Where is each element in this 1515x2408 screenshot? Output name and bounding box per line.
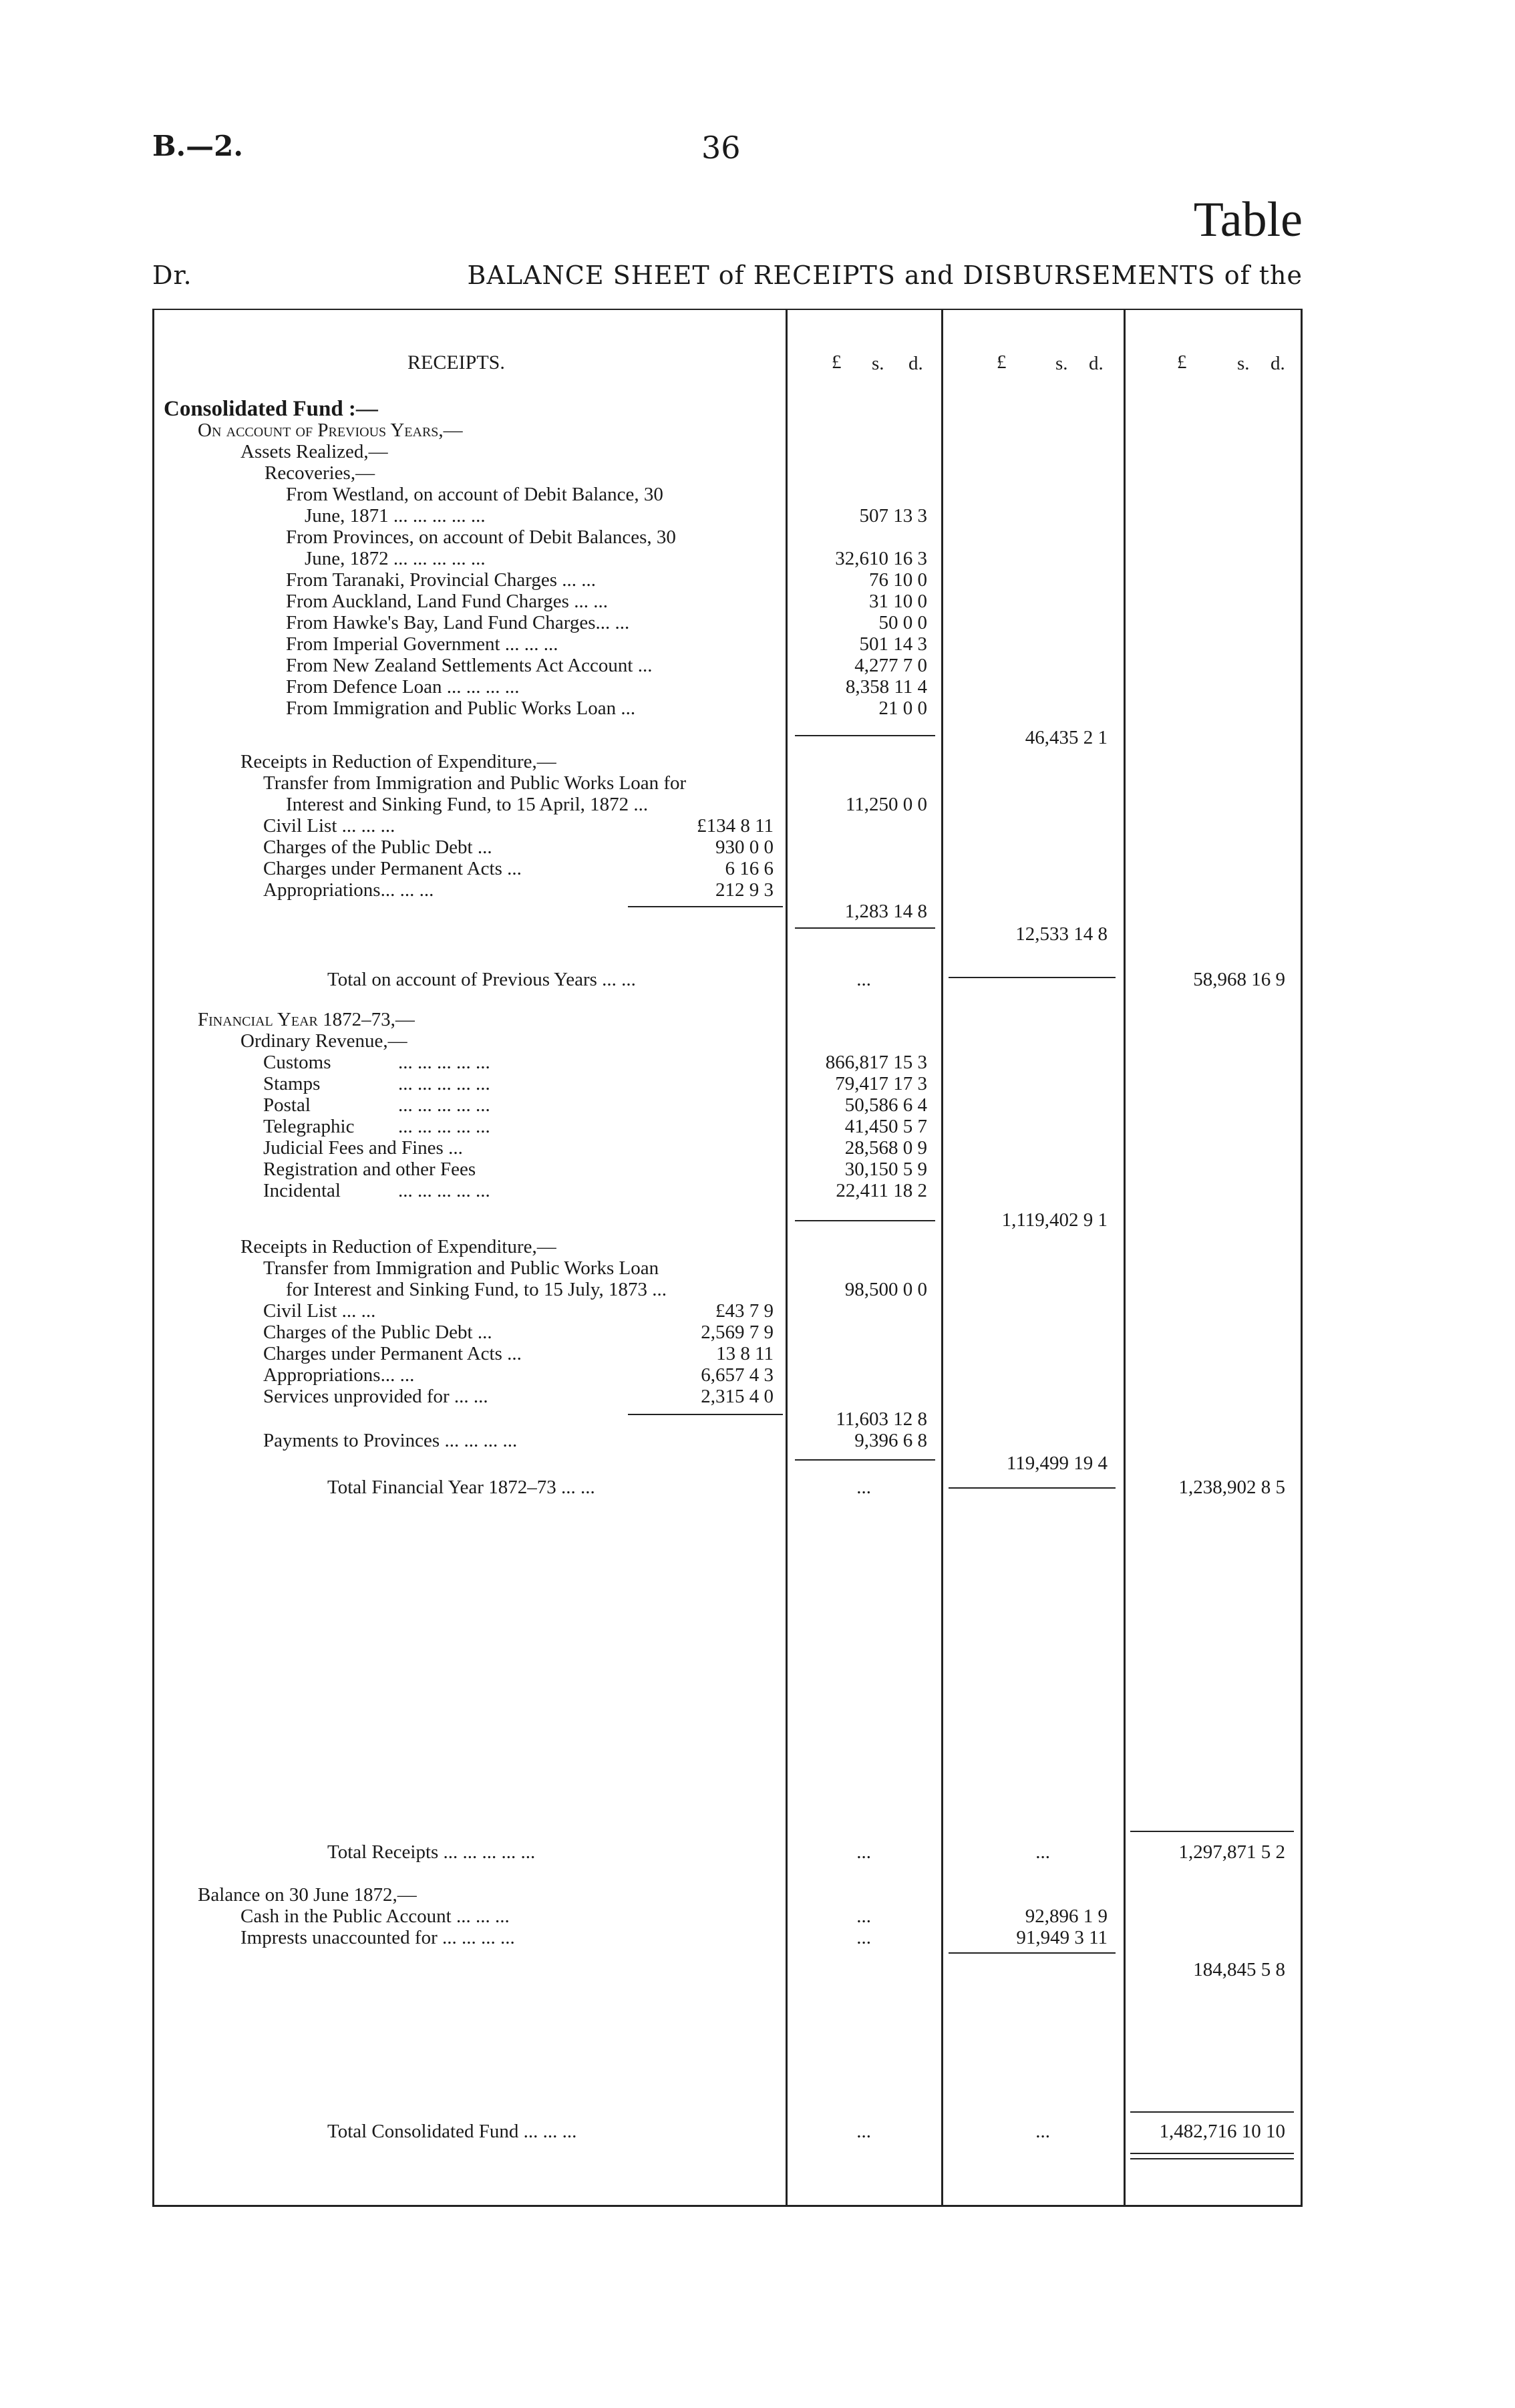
prev-col2-rule (949, 977, 1116, 978)
fy-heading: Financial Year 1872–73,— (198, 1009, 415, 1030)
table-right-rule (1301, 309, 1303, 2206)
recovery-value: 4,277 7 0 (854, 655, 927, 676)
recovery-label: From Imperial Government ... ... ... (286, 633, 558, 655)
imprests-label: Imprests unaccounted for ... ... ... ... (240, 1927, 515, 1948)
fund-total-c2: ... (1035, 2121, 1050, 2142)
col1-d: d. (908, 353, 923, 374)
col2-d: d. (1089, 353, 1104, 374)
recovery-label: From Westland, on account of Debit Balance, 30 (286, 484, 663, 505)
leader-dots: ... ... ... ... ... (398, 1116, 490, 1137)
recoveries-sum-rule (795, 735, 935, 736)
total-receipts-label: Total Receipts ... ... ... ... ... (327, 1841, 536, 1863)
leader-dots: ... ... ... ... ... (398, 1094, 490, 1116)
leader-dots: ... ... ... ... ... (398, 1052, 490, 1073)
ordinary-item: Registration and other Fees (263, 1159, 476, 1180)
rre-prev-item: Appropriations... ... ... (263, 879, 434, 901)
col1-rule (786, 309, 788, 2206)
recovery-label: From New Zealand Settlements Act Account ... (286, 655, 653, 676)
ordinary-item: Postal (263, 1094, 311, 1116)
col1-pound: £ (832, 351, 842, 373)
recovery-label: From Auckland, Land Fund Charges ... ... (286, 591, 608, 612)
rre-prev-transfer: Transfer from Immigration and Public Works Loan for (263, 772, 687, 794)
ordinary-item: Telegraphic (263, 1116, 355, 1137)
cash-c1: ... (856, 1906, 871, 1927)
fund-total-value: 1,482,716 10 10 (1159, 2121, 1285, 2142)
recovery-label: From Immigration and Public Works Loan ... (286, 698, 636, 719)
fy-col1-rule (795, 1459, 935, 1461)
recoveries-total: 46,435 2 1 (1025, 727, 1108, 748)
rre-prev-item: Civil List ... ... ... (263, 815, 395, 837)
ordinary-value: 79,417 17 3 (835, 1073, 927, 1094)
rre-fy-sub-rule (628, 1414, 783, 1415)
rre-prev-heading: Receipts in Reduction of Expenditure,— (240, 751, 556, 772)
fund-total-c1: ... (856, 2121, 871, 2142)
rre-prev-item: Charges under Permanent Acts ... (263, 858, 522, 879)
ordinary-value: 22,411 18 2 (836, 1180, 927, 1201)
rre-fy-item: Charges under Permanent Acts ... (263, 1343, 522, 1364)
rre-fy-item-value: 2,569 7 9 (701, 1322, 774, 1343)
ordinary-total: 1,119,402 9 1 (1001, 1209, 1108, 1231)
rre-prev-sub-rule (628, 906, 783, 907)
total-receipts-c2: ... (1035, 1841, 1050, 1863)
recoveries-heading: Recoveries,— (265, 462, 375, 484)
rre-prev-transfer-cont: Interest and Sinking Fund, to 15 April, 1872 ... (286, 794, 649, 815)
payments-label: Payments to Provinces ... ... ... ... (263, 1430, 518, 1451)
balance-total: 184,845 5 8 (1193, 1959, 1285, 1980)
payments-value: 9,396 6 8 (854, 1430, 927, 1451)
col3-s: s. (1237, 353, 1250, 374)
rre-prev-item-value: 6 16 6 (725, 858, 774, 879)
imprests-value: 91,949 3 11 (1016, 1927, 1108, 1948)
cash-label: Cash in the Public Account ... ... ... (240, 1906, 510, 1927)
ordinary-value: 28,568 0 9 (844, 1137, 927, 1159)
fund-heading: Consolidated Fund :— (164, 397, 378, 421)
prev-total-value: 58,968 16 9 (1193, 969, 1285, 990)
table-top-rule (152, 309, 1303, 310)
rre-fy-item: Services unprovided for ... ... (263, 1386, 488, 1407)
rre-prev-total: 12,533 14 8 (1015, 923, 1108, 945)
prev-col1-rule (795, 927, 935, 929)
total-receipts-c1: ... (856, 1841, 871, 1863)
ordinary-item: Judicial Fees and Fines ... (263, 1137, 463, 1159)
rre-prev-subtotal: 1,283 14 8 (844, 901, 927, 922)
page-ref: B.—2. (152, 130, 243, 162)
recovery-value: 8,358 11 4 (845, 676, 927, 698)
fund-double-rule-1 (1130, 2153, 1294, 2154)
ordinary-value: 866,817 15 3 (825, 1052, 927, 1073)
rre-fy-transfer: Transfer from Immigration and Public Works Loan (263, 1257, 659, 1279)
ordinary-value: 30,150 5 9 (844, 1159, 927, 1180)
page-title: BALANCE SHEET of RECEIPTS and DISBURSEMENTS of the (467, 261, 1303, 290)
recovery-label: From Taranaki, Provincial Charges ... ... (286, 569, 597, 591)
rre-fy-item: Civil List ... ... (263, 1300, 376, 1322)
dr-label: Dr. (152, 261, 192, 290)
fy-total-c1: ... (856, 1477, 871, 1498)
rre-fy-item-value: 13 8 11 (716, 1343, 774, 1364)
total-receipts-value: 1,297,871 5 2 (1178, 1841, 1285, 1863)
col3-d: d. (1271, 353, 1285, 374)
imprests-c1: ... (856, 1927, 871, 1948)
receipts-header: RECEIPTS. (407, 351, 505, 373)
ordinary-item: Customs (263, 1052, 331, 1073)
rre-prev-item-value: £134 8 11 (697, 815, 774, 837)
recovery-value: 32,610 16 3 (835, 548, 927, 569)
table-left-rule (152, 309, 154, 2206)
rre-fy-item-value: £43 7 9 (715, 1300, 774, 1322)
col3-pound: £ (1177, 351, 1187, 373)
table-bottom-rule (152, 2205, 1303, 2207)
fy-total-label: Total Financial Year 1872–73 ... ... (327, 1477, 595, 1498)
rre-fy-item-value: 6,657 4 3 (701, 1364, 774, 1386)
recovery-value: 76 10 0 (869, 569, 927, 591)
rre-prev-item-value: 212 9 3 (715, 879, 774, 901)
prev-total-c1: ... (856, 969, 871, 990)
rre-fy-item-value: 2,315 4 0 (701, 1386, 774, 1407)
fund-total-rule (1130, 2111, 1294, 2113)
ordinary-heading: Ordinary Revenue,— (240, 1030, 407, 1052)
recovery-label: From Defence Loan ... ... ... ... (286, 676, 520, 698)
rre-fy-total: 119,499 19 4 (1006, 1453, 1108, 1474)
recovery-value: 501 14 3 (859, 633, 927, 655)
fy-total-value: 1,238,902 8 5 (1178, 1477, 1285, 1498)
balance-col2-rule (949, 1952, 1116, 1954)
balance-heading: Balance on 30 June 1872,— (198, 1884, 417, 1906)
rre-prev-transfer-value: 11,250 0 0 (845, 794, 927, 815)
col2-pound: £ (997, 351, 1007, 373)
recovery-value: 507 13 3 (859, 505, 927, 526)
rre-fy-transfer-cont: for Interest and Sinking Fund, to 15 July, 1873 ... (286, 1279, 667, 1300)
recovery-value: 50 0 0 (878, 612, 927, 633)
ordinary-sum-rule (795, 1220, 935, 1221)
fund-total-label: Total Consolidated Fund ... ... ... (327, 2121, 577, 2142)
ordinary-item: Incidental (263, 1180, 341, 1201)
recovery-label-cont: June, 1872 ... ... ... ... ... (305, 548, 486, 569)
leader-dots: ... ... ... ... ... (398, 1073, 490, 1094)
recovery-label: From Hawke's Bay, Land Fund Charges... ... (286, 612, 630, 633)
recovery-label: From Provinces, on account of Debit Balances, 30 (286, 526, 676, 548)
recovery-label-cont: June, 1871 ... ... ... ... ... (305, 505, 486, 526)
prev-total-label: Total on account of Previous Years ... ... (327, 969, 636, 990)
leader-dots: ... ... ... ... ... (398, 1180, 490, 1201)
rre-prev-item-value: 930 0 0 (715, 837, 774, 858)
prev-years-heading: On account of Previous Years,— (198, 420, 463, 441)
col1-s: s. (872, 353, 884, 374)
ordinary-value: 41,450 5 7 (844, 1116, 927, 1137)
ordinary-value: 50,586 6 4 (844, 1094, 927, 1116)
rre-prev-item: Charges of the Public Debt ... (263, 837, 492, 858)
table-heading: Table (1193, 192, 1303, 247)
total-receipts-rule (1130, 1831, 1294, 1832)
page-number: 36 (701, 130, 741, 166)
recovery-value: 21 0 0 (878, 698, 927, 719)
col2-rule (941, 309, 943, 2206)
col3-rule (1124, 309, 1126, 2206)
cash-value: 92,896 1 9 (1025, 1906, 1108, 1927)
assets-heading: Assets Realized,— (240, 441, 388, 462)
fy-col2-rule (949, 1487, 1116, 1489)
recovery-value: 31 10 0 (869, 591, 927, 612)
col2-s: s. (1055, 353, 1068, 374)
rre-fy-heading: Receipts in Reduction of Expenditure,— (240, 1236, 556, 1257)
fund-double-rule-2 (1130, 2158, 1294, 2159)
rre-fy-transfer-value: 98,500 0 0 (844, 1279, 927, 1300)
rre-fy-item: Appropriations... ... (263, 1364, 415, 1386)
rre-fy-subtotal: 11,603 12 8 (836, 1408, 927, 1430)
ordinary-item: Stamps (263, 1073, 321, 1094)
rre-fy-item: Charges of the Public Debt ... (263, 1322, 492, 1343)
